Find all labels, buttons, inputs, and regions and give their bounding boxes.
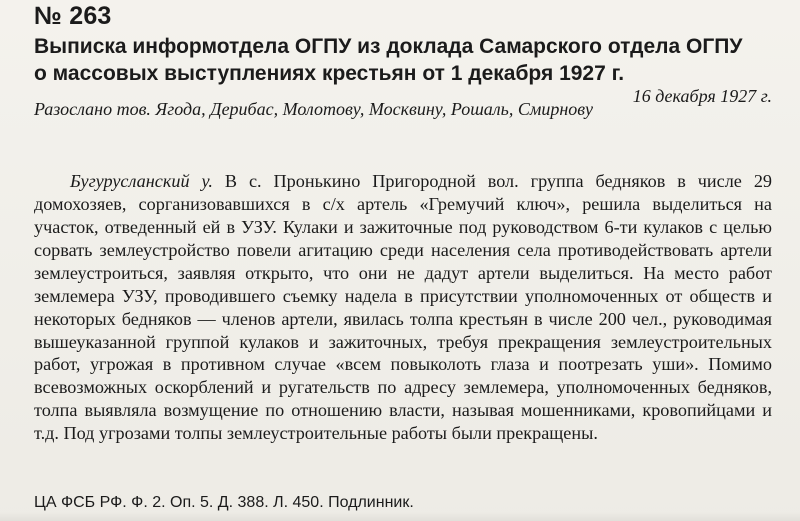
document-body <box>34 170 772 445</box>
region-name: Бугурусланский у. <box>70 171 213 192</box>
page-bottom-edge <box>0 512 800 521</box>
distribution-list: Разослано тов. Ягода, Дерибас, Молотову, Москвину, Рошаль, Смирнову <box>34 99 594 119</box>
document-number: № 263 <box>34 2 112 30</box>
archive-source: ЦА ФСБ РФ. Ф. 2. Оп. 5. Д. 388. Л. 450. Подлинник. <box>34 494 414 511</box>
body-text: В с. Пронькино Пригородной вол. группа бедняков в числе 29 домохозяев, сорганизовавшихся в с/х артель «Гремучий ключ», решила выделиться на участок, отведенный ей в УЗУ. Кулаки и зажиточные под руководством 6-ти кулаков с целью сорвать землеустройство повели агитацию среди населения села противодействовать артели землеустроиться, заявляя открыто, что они не дадут артели выделиться. На место работ землемера УЗУ, проводившего съемку надела в присутствии уполномоченных от обществ и некоторых бедняков — членов артели, явилась толпа крестьян в числе 200 чел., руководимая вышеуказанной группой кулаков и зажиточных, требуя прекращения землеустроительных работ, угрожая в противном случае «всем повыколоть глаза и поотрезать уши». Помимо всевозможных оскорблений и ругательств по адресу землемера, уполномоченных бедняков, толпа выявляла возмущение по отношению власти, называя мошенниками, кровопийцами и т.д. Под угрозами толпы землеустроительные работы были прекращены. <box>34 171 773 444</box>
document-date: 16 декабря 1927 г. <box>632 86 772 106</box>
document-title: Выписка информотдела ОГПУ из доклада Самарского отдела ОГПУ о массовых выступлениях крестьян от 1 декабря 1927 г. <box>34 35 743 85</box>
